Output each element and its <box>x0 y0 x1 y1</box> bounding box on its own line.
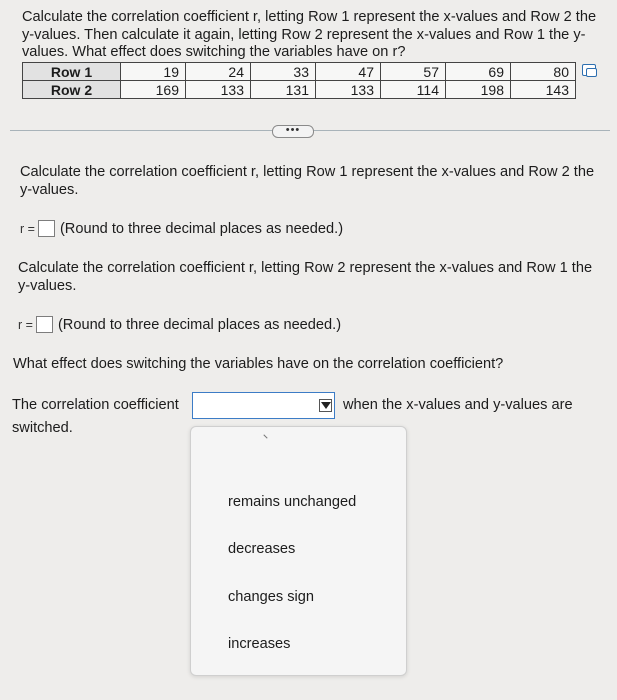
copy-table-icon[interactable] <box>582 64 596 76</box>
r-answer-input-1[interactable] <box>38 220 55 237</box>
r-label: r = <box>20 221 35 236</box>
dropdown-arrow-icon[interactable] <box>319 399 332 412</box>
table-cell: 133 <box>316 81 381 99</box>
table-cell: 24 <box>186 63 251 81</box>
table-cell: 131 <box>251 81 316 99</box>
table-row <box>23 81 576 99</box>
table-cell: 80 <box>511 63 576 81</box>
table-cell: 133 <box>186 81 251 99</box>
table-row <box>23 63 576 81</box>
row-label: Row 1 <box>23 63 121 81</box>
problem-statement: Calculate the correlation coefficient r, letting Row 1 represent the x-values and Row 2 the y-values. Then calculate it again, letting Row 2 represent the x-values and Row 1 the y-values. What effect does switching the variables have on r? <box>22 9 597 60</box>
row-label: Row 2 <box>23 81 121 99</box>
table-cell: 198 <box>446 81 511 99</box>
table-cell: 69 <box>446 63 511 81</box>
table-cell: 19 <box>121 63 186 81</box>
r-label: r = <box>18 317 33 332</box>
question-3-text: What effect does switching the variables have on the correlation coefficient? <box>13 356 504 372</box>
option-increases[interactable]: increases <box>228 636 291 652</box>
table-cell: 143 <box>511 81 576 99</box>
expand-more-button[interactable]: ••• <box>272 125 314 138</box>
table-cell: 169 <box>121 81 186 99</box>
dropdown-menu <box>190 426 407 676</box>
rounding-hint: (Round to three decimal places as needed.) <box>59 220 344 237</box>
question-1-text: Calculate the correlation coefficient r, letting Row 1 represent the x-values and Row 2 the y-values. <box>20 164 595 198</box>
question-2-text: Calculate the correlation coefficient r, letting Row 2 represent the x-values and Row 1 the y-values. <box>18 260 593 294</box>
sentence-continuation: when the x-values and y-values are <box>343 397 573 413</box>
question-1-answer-row <box>20 220 343 237</box>
option-remains-unchanged[interactable]: remains unchanged <box>228 494 357 510</box>
table-cell: 47 <box>316 63 381 81</box>
sentence-start: The correlation coefficient <box>12 397 179 413</box>
option-changes-sign[interactable]: changes sign <box>228 589 315 605</box>
r-answer-input-2[interactable] <box>36 316 53 333</box>
table-cell: 114 <box>381 81 446 99</box>
data-table <box>22 62 576 99</box>
option-decreases[interactable]: decreases <box>228 541 296 557</box>
sentence-end: switched. <box>12 420 73 436</box>
effect-dropdown[interactable] <box>192 392 335 419</box>
table-cell: 57 <box>381 63 446 81</box>
rounding-hint: (Round to three decimal places as needed.) <box>57 316 342 333</box>
question-2-answer-row <box>18 316 341 333</box>
table-cell: 33 <box>251 63 316 81</box>
